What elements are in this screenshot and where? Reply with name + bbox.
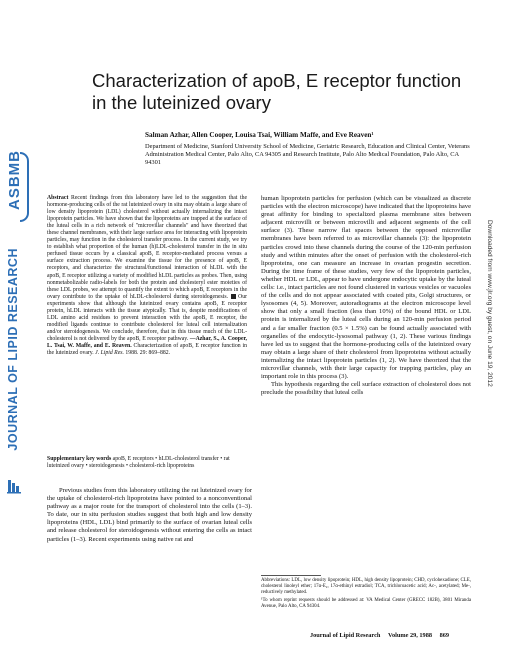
footer-volume: Volume 29, 1988 bbox=[387, 632, 432, 639]
affiliation: Department of Medicine, Stanford University School of Medicine, Geriatric Research, Education and Clinical Center, Veterans Administration Medical Center, Palo Alto, CA 94305 and Research Institute, Palo Alto Medical Foundation, Palo Alto, CA 94301 bbox=[145, 143, 470, 167]
journal-sidebar-text: JOURNAL OF LIPID RESEARCH bbox=[6, 248, 20, 451]
body-paragraph: human lipoprotein particles for perfusion (which can be visualized as discrete particles with the electron microscope) have indicated that the lipoproteins have great affinity for binding to specialized plasma membrane sites between adjacent microvilli or between microvilli and adjacent segments of the cell surface (3). These narrow flat spaces between the opposed microvillar membranes have been referred to as microvillar channels (3): the lipoprotein particles crowd into these channels during the course of the 120-min perfusion study and within minutes after the onset of perfusion with the cholesterol-rich lipoproteins, one can measure an increase in ovarian progestin secretion. During the time frame of these studies, very few of the lipoprotein particles, whether HDL or LDL, appear to have undergone endocytic uptake by the luteal cells: i.e., intact particles are not found clustered in various vesicles or vacuoles of the cells and do not appear associated with coated pits, Golgi structures, or lysosomes (4, 5). Moreover, autoradiograms at the electron microscope level show that only a small fraction (less than 10%) of the bound HDL or LDL protein is internalized by the luteal cells during an 120-min perfusion period and a far smaller fraction (0.5 × 1.5%) can be found actually associated with organelles of the endocytic-lysosomal pathway (1, 2). These various findings have led us to suggest that the hormone-producing cells of the luteinized ovary may obtain a large share of their cholesterol from lipoproteins without actually internalizing the intact lipoprotein particles (1, 2). We have theorized that the microvillar channels, with their large capacity for trapping particles, play an important role in this process (3). bbox=[261, 195, 471, 381]
footer-journal: Journal of Lipid Research bbox=[310, 632, 381, 639]
footnotes bbox=[261, 578, 471, 611]
article-title: Characterization of apoB, E receptor function in the luteinized ovary bbox=[92, 70, 462, 113]
body-paragraph: This hypothesis regarding the cell surface extraction of cholesterol does not preclude the possibility that luteal cells bbox=[261, 381, 471, 397]
footnote-abbreviations: Abbreviations: LDL, low density lipoprotein; HDL, high density lipoprotein; CHD, cyclohexadione; CLE, cholesterol linoleyl ether; 17α-E₂, 17α-ethinyl estradiol; TCA, trichloroacetic acid; Ac-, acetylated; Me-, reductively methylated. bbox=[261, 578, 471, 596]
author-list: Salman Azhar, Allen Cooper, Louisa Tsai, William Maffe, and Eve Reaven¹ bbox=[145, 131, 374, 139]
download-watermark: Downloaded from www.jlr.org by guest, on June 19, 2012 bbox=[486, 220, 493, 387]
keywords-label: Supplementary key words bbox=[47, 456, 112, 462]
keywords bbox=[47, 456, 247, 470]
page-footer bbox=[310, 632, 480, 639]
intro-paragraph: Previous studies from this laboratory utilizing the rat luteinized ovary for the uptake of cholesterol-rich lipoproteins have pointed to a nonconventional pathway as a major route for the transport of cholesterol into the cells (1–3). To date, our in situ perfusion studies suggest that both high and low density lipoproteins (HDL, LDL) bind primarily to the surface of ovarian luteal cells and release cholesterol for steroidogenesis without entering the cells as intact particles (1–3). Recent experiments using native rat and bbox=[47, 487, 252, 543]
footer-page-number: 869 bbox=[439, 632, 450, 639]
abstract-citation-text: Characterization of apoB, E receptor function in the luteinized ovary. bbox=[47, 342, 247, 357]
journal-sidebar bbox=[6, 248, 26, 451]
abstract-text-2: Our experiments show that although the luteinized ovary contains apoB, E receptor protein, hLDL interacts with the tissue atypically. That is, despite modifications of LDL amino acid residues to prevent interaction with the apoB, E receptor, the modified ligands continue to contribute cholesterol for luteal cell internalization and/or steroidogenesis. We conclude, therefore, that in this tissue much of the LDL-cholesterol is not delivered by the apoB, E receptor pathway. bbox=[47, 293, 248, 342]
abstract-label: Abstract bbox=[47, 195, 69, 201]
abstract-text: Recent findings from this laboratory have led to the suggestion that the hormone-producing cells of the rat luteinized ovary in situ may obtain a large share of low density lipoprotein (LDL) cholesterol without actually internalizing the intact lipoprotein particles. We have shown that the lipoproteins are trapped at the surface of the luteal cells in a rich network of "microvillar channels" and have theorized that these channel membranes, with their large surface area for interacting with lipoprotein particles, may function in the cholesterol transfer process. In the current study, we try to establish what proportion of the human (h)LDL-cholesterol transfer in the in situ perfused tissue occurs by a classical apoB, E receptor-mediated process versus a surface extraction process. We examine the tissue for the presence of apoB, E receptors, and characterize the structural/functional interaction of hLDL with the apoB, E receptor utilizing a variety of modified hLDL particles as probes. Then, using nonmetabolizable radio-labels for both the protein and cholesteryl ester moieties of these LDL probes, we attempt to quantify the extent to which apoB, E receptors in the ovary contribute to the uptake of hLDL-cholesterol during steroidogenesis. bbox=[47, 195, 248, 300]
asbmb-logo bbox=[6, 150, 28, 220]
journal-emblem-icon bbox=[6, 478, 22, 494]
abstract bbox=[47, 195, 247, 357]
keywords-text: apoB, E receptors • hLDL-cholesterol transfer • rat luteinized ovary • steroidogenesis • cholesterol-rich lipoproteins bbox=[47, 456, 230, 470]
abstract-citation-authors: —Azhar, S., A. Cooper, L. Tsai, W. Maffe, and E. Reaven. bbox=[47, 335, 247, 349]
right-column-body bbox=[261, 195, 471, 397]
abstract-citation-ref: 1988. 29: 869–882. bbox=[125, 350, 171, 357]
abstract-citation-journal: J. Lipid Res. bbox=[95, 350, 124, 357]
asbmb-logo-text: ASBMB bbox=[6, 150, 23, 210]
footnote-correspondence: ¹To whom reprint requests should be addressed at: VA Medical Center (GRECC 182B), 3801 Miranda Avenue, Palo Alto, CA 94304. bbox=[261, 597, 471, 609]
footnote-divider bbox=[261, 575, 321, 576]
asbmb-logo-arc bbox=[20, 152, 29, 222]
abstract-marker-icon bbox=[231, 294, 236, 299]
